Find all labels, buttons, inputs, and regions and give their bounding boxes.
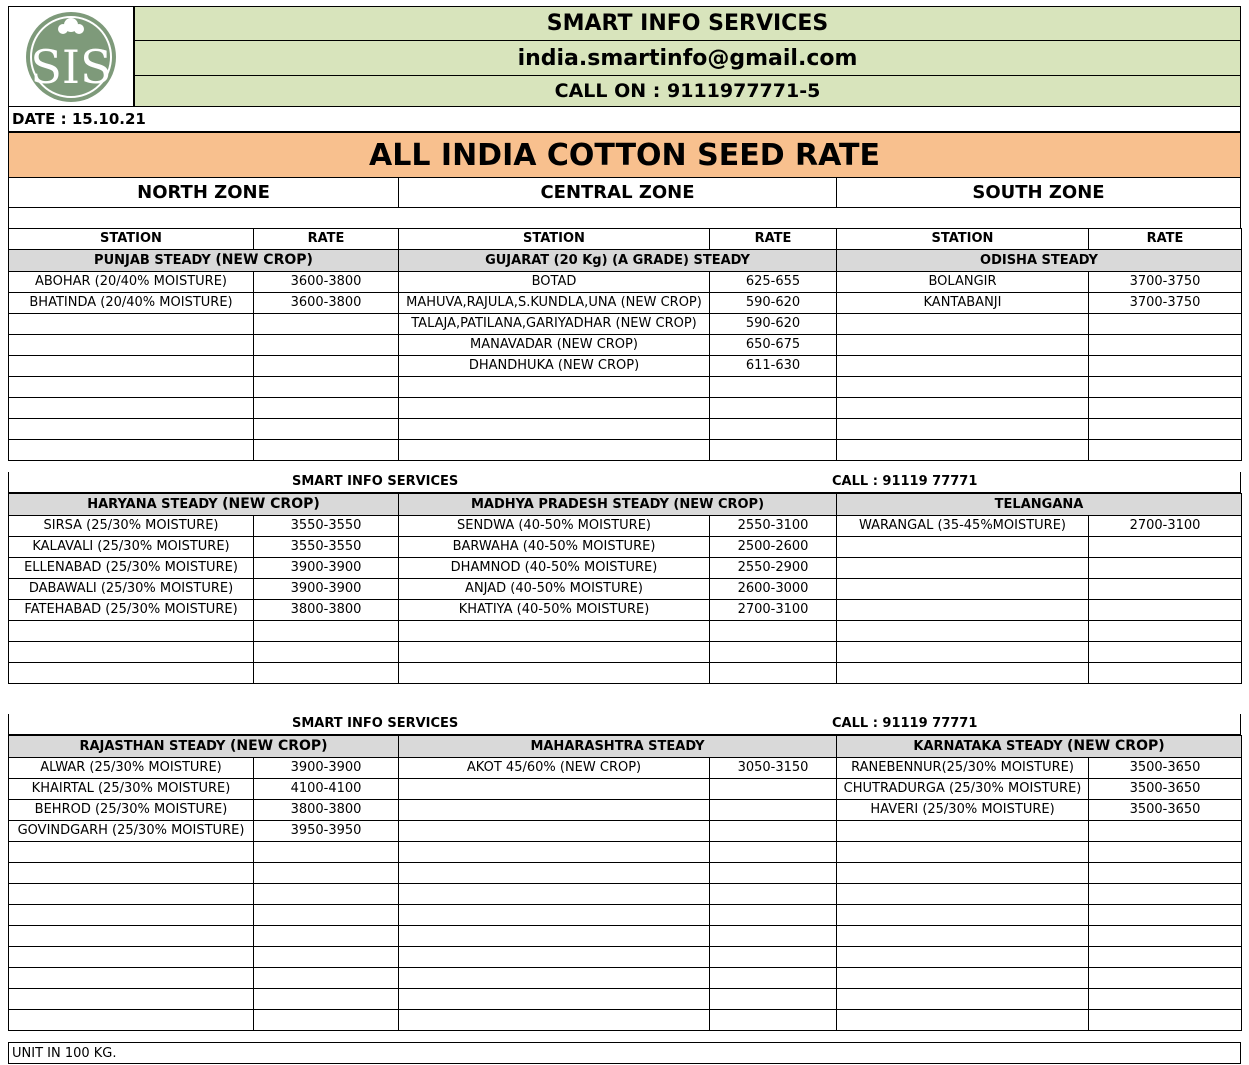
- station-cell: SIRSA (25/30% MOISTURE): [9, 516, 254, 537]
- rate-cell: 590-620: [710, 293, 837, 314]
- station-cell: [399, 821, 710, 842]
- company-email: india.smartinfo@gmail.com: [134, 40, 1241, 76]
- station-cell: [9, 642, 254, 663]
- station-cell: [837, 600, 1089, 621]
- rate-table-block-1: [8, 228, 1242, 461]
- rate-cell: [254, 863, 399, 884]
- table-row: [9, 884, 1242, 905]
- station-cell: [837, 419, 1089, 440]
- station-cell: [9, 863, 254, 884]
- state-header-row: [9, 494, 1242, 516]
- rate-cell: 3550-3550: [254, 537, 399, 558]
- rate-column-header: RATE: [1089, 229, 1242, 250]
- separator-call: CALL : 91119 77771: [832, 474, 978, 489]
- rate-cell: [1089, 905, 1242, 926]
- rate-cell: 2700-3100: [710, 600, 837, 621]
- rate-cell: [1089, 621, 1242, 642]
- table-row: [9, 642, 1242, 663]
- state-title: [399, 494, 837, 516]
- zone-central: CENTRAL ZONE: [398, 178, 837, 208]
- rate-cell: [254, 621, 399, 642]
- rate-cell: [254, 398, 399, 419]
- rate-cell: [1089, 356, 1242, 377]
- zone-south: SOUTH ZONE: [836, 178, 1241, 208]
- station-cell: [399, 863, 710, 884]
- station-cell: [837, 621, 1089, 642]
- rate-cell: [1089, 377, 1242, 398]
- station-cell: [399, 440, 710, 461]
- rate-cell: 611-630: [710, 356, 837, 377]
- station-cell: [399, 989, 710, 1010]
- station-cell: [837, 377, 1089, 398]
- rate-cell: [710, 989, 837, 1010]
- column-header-row: [9, 229, 1242, 250]
- rate-cell: [1089, 335, 1242, 356]
- station-cell: [837, 356, 1089, 377]
- station-cell: [837, 537, 1089, 558]
- station-cell: [399, 905, 710, 926]
- table-row: [9, 621, 1242, 642]
- rate-cell: 590-620: [710, 314, 837, 335]
- rate-cell: 3500-3650: [1089, 800, 1242, 821]
- station-cell: [9, 905, 254, 926]
- table-row: [9, 558, 1242, 579]
- rate-cell: [710, 800, 837, 821]
- station-cell: [837, 905, 1089, 926]
- rate-cell: [1089, 419, 1242, 440]
- rate-cell: 3900-3900: [254, 758, 399, 779]
- station-cell: MAHUVA,RAJULA,S.KUNDLA,UNA (NEW CROP): [399, 293, 710, 314]
- company-name: SMART INFO SERVICES: [134, 6, 1241, 41]
- table-row: [9, 272, 1242, 293]
- company-phone: CALL ON : 9111977771-5: [134, 75, 1241, 107]
- station-cell: GOVINDGARH (25/30% MOISTURE): [9, 821, 254, 842]
- table-row: [9, 926, 1242, 947]
- table-row: [9, 516, 1242, 537]
- rate-cell: 3800-3800: [254, 600, 399, 621]
- state-title: [9, 250, 399, 272]
- table-row: [9, 663, 1242, 684]
- state-name: MADHYA PRADESH STEADY (NEW CROP): [470, 496, 765, 512]
- station-cell: [837, 1010, 1089, 1031]
- station-cell: DABAWALI (25/30% MOISTURE): [9, 579, 254, 600]
- station-cell: [9, 356, 254, 377]
- station-cell: [9, 947, 254, 968]
- station-cell: KHATIYA (40-50% MOISTURE): [399, 600, 710, 621]
- rate-cell: [710, 926, 837, 947]
- station-cell: [837, 558, 1089, 579]
- station-cell: [9, 621, 254, 642]
- rate-cell: [1089, 558, 1242, 579]
- state-crop-note: (NEW CROP): [229, 738, 328, 754]
- rate-cell: [254, 989, 399, 1010]
- state-name: TELANGANA: [994, 496, 1084, 512]
- separator-row: [8, 714, 1241, 735]
- station-cell: [399, 842, 710, 863]
- rate-cell: 4100-4100: [254, 779, 399, 800]
- rate-cell: 2550-3100: [710, 516, 837, 537]
- state-name: HARYANA STEADY: [87, 497, 218, 512]
- rate-cell: 3550-3550: [254, 516, 399, 537]
- station-cell: KALAVALI (25/30% MOISTURE): [9, 537, 254, 558]
- rate-cell: 3800-3800: [254, 800, 399, 821]
- station-cell: [399, 377, 710, 398]
- station-cell: [9, 314, 254, 335]
- rate-cell: [710, 821, 837, 842]
- table-row: [9, 1010, 1242, 1031]
- rate-cell: [254, 663, 399, 684]
- rate-cell: [1089, 989, 1242, 1010]
- station-cell: HAVERI (25/30% MOISTURE): [837, 800, 1089, 821]
- station-column-header: STATION: [837, 229, 1089, 250]
- station-cell: [399, 947, 710, 968]
- logo-letters: SIS: [30, 40, 112, 94]
- table-row: [9, 356, 1242, 377]
- rate-cell: 2700-3100: [1089, 516, 1242, 537]
- station-cell: BARWAHA (40-50% MOISTURE): [399, 537, 710, 558]
- station-cell: TALAJA,PATILANA,GARIYADHAR (NEW CROP): [399, 314, 710, 335]
- rate-cell: [254, 335, 399, 356]
- station-cell: [837, 968, 1089, 989]
- rate-cell: [254, 926, 399, 947]
- station-cell: [9, 1010, 254, 1031]
- rate-cell: [1089, 440, 1242, 461]
- rate-cell: [254, 440, 399, 461]
- company-logo: [8, 6, 134, 107]
- table-row: [9, 842, 1242, 863]
- station-cell: [9, 968, 254, 989]
- rate-cell: [710, 419, 837, 440]
- station-cell: [9, 926, 254, 947]
- rate-cell: [1089, 863, 1242, 884]
- station-cell: [837, 642, 1089, 663]
- table-row: [9, 863, 1242, 884]
- rate-cell: [710, 947, 837, 968]
- station-cell: FATEHABAD (25/30% MOISTURE): [9, 600, 254, 621]
- table-row: [9, 335, 1242, 356]
- station-cell: [837, 821, 1089, 842]
- rate-cell: [1089, 314, 1242, 335]
- rate-cell: 2550-2900: [710, 558, 837, 579]
- rate-cell: [254, 356, 399, 377]
- station-cell: [9, 884, 254, 905]
- rate-cell: [1089, 947, 1242, 968]
- state-title: [837, 250, 1242, 272]
- station-cell: RANEBENNUR(25/30% MOISTURE): [837, 758, 1089, 779]
- rate-cell: [1089, 398, 1242, 419]
- table-row: [9, 947, 1242, 968]
- station-cell: KANTABANJI: [837, 293, 1089, 314]
- station-column-header: STATION: [9, 229, 254, 250]
- rate-cell: 3700-3750: [1089, 272, 1242, 293]
- table-row: [9, 377, 1242, 398]
- state-crop-note: (NEW CROP): [215, 252, 313, 268]
- rate-cell: 3950-3950: [254, 821, 399, 842]
- rate-cell: [710, 968, 837, 989]
- rate-cell: [710, 842, 837, 863]
- station-cell: [9, 663, 254, 684]
- station-cell: BHATINDA (20/40% MOISTURE): [9, 293, 254, 314]
- rate-cell: [254, 947, 399, 968]
- rate-cell: [1089, 842, 1242, 863]
- rate-cell: 3500-3650: [1089, 779, 1242, 800]
- state-name: GUJARAT (20 Kg) (A GRADE) STEADY: [485, 252, 750, 268]
- table-row: [9, 905, 1242, 926]
- page-title: ALL INDIA COTTON SEED RATE: [8, 132, 1241, 178]
- rate-column-header: RATE: [254, 229, 399, 250]
- station-cell: [399, 663, 710, 684]
- rate-cell: [710, 884, 837, 905]
- state-header-row: [9, 736, 1242, 758]
- rate-cell: [1089, 884, 1242, 905]
- station-cell: AKOT 45/60% (NEW CROP): [399, 758, 710, 779]
- state-title: [837, 494, 1242, 516]
- rate-cell: 2600-3000: [710, 579, 837, 600]
- station-cell: [9, 419, 254, 440]
- state-crop-note: (NEW CROP): [222, 496, 320, 512]
- rate-cell: 3700-3750: [1089, 293, 1242, 314]
- table-row: [9, 600, 1242, 621]
- table-row: [9, 314, 1242, 335]
- station-cell: ANJAD (40-50% MOISTURE): [399, 579, 710, 600]
- station-cell: [399, 968, 710, 989]
- rate-cell: [254, 314, 399, 335]
- table-row: [9, 537, 1242, 558]
- rate-cell: [1089, 926, 1242, 947]
- state-title: [9, 494, 399, 516]
- state-name: ODISHA STEADY: [980, 252, 1098, 268]
- rate-cell: [254, 1010, 399, 1031]
- station-cell: [837, 440, 1089, 461]
- rate-cell: 3900-3900: [254, 579, 399, 600]
- rate-cell: [254, 842, 399, 863]
- rate-cell: 3900-3900: [254, 558, 399, 579]
- state-name: RAJASTHAN STEADY: [79, 739, 226, 754]
- station-cell: [837, 335, 1089, 356]
- station-cell: [399, 642, 710, 663]
- table-row: [9, 579, 1242, 600]
- rate-cell: 3500-3650: [1089, 758, 1242, 779]
- rate-cell: [254, 419, 399, 440]
- station-cell: [837, 884, 1089, 905]
- table-row: [9, 419, 1242, 440]
- separator-row: [8, 472, 1241, 493]
- rate-cell: [1089, 600, 1242, 621]
- rate-cell: [710, 642, 837, 663]
- station-cell: KHAIRTAL (25/30% MOISTURE): [9, 779, 254, 800]
- unit-note: UNIT IN 100 KG.: [8, 1042, 1241, 1064]
- station-cell: BOLANGIR: [837, 272, 1089, 293]
- station-cell: [9, 989, 254, 1010]
- station-cell: [399, 884, 710, 905]
- rate-cell: [1089, 821, 1242, 842]
- rate-cell: [254, 968, 399, 989]
- station-cell: [399, 800, 710, 821]
- table-row: [9, 293, 1242, 314]
- station-cell: [9, 842, 254, 863]
- station-cell: ALWAR (25/30% MOISTURE): [9, 758, 254, 779]
- state-title: [837, 736, 1242, 758]
- rate-cell: 3050-3150: [710, 758, 837, 779]
- rate-cell: [710, 863, 837, 884]
- state-title: [399, 736, 837, 758]
- station-cell: [9, 440, 254, 461]
- rate-cell: [710, 779, 837, 800]
- state-name: PUNJAB STEADY: [94, 253, 211, 268]
- station-cell: ABOHAR (20/40% MOISTURE): [9, 272, 254, 293]
- state-name: KARNATAKA STEADY: [913, 739, 1063, 754]
- rate-cell: [710, 663, 837, 684]
- separator-company: SMART INFO SERVICES: [292, 474, 459, 489]
- rate-cell: [710, 398, 837, 419]
- station-cell: BEHROD (25/30% MOISTURE): [9, 800, 254, 821]
- table-row: [9, 989, 1242, 1010]
- rate-cell: [710, 905, 837, 926]
- separator-company: SMART INFO SERVICES: [292, 716, 459, 731]
- station-cell: [399, 779, 710, 800]
- station-cell: [837, 663, 1089, 684]
- station-cell: DHANDHUKA (NEW CROP): [399, 356, 710, 377]
- logo-emblem: [9, 7, 133, 106]
- rate-cell: 625-655: [710, 272, 837, 293]
- state-title: [399, 250, 837, 272]
- station-cell: [837, 314, 1089, 335]
- rate-cell: [1089, 537, 1242, 558]
- rate-cell: [1089, 579, 1242, 600]
- station-cell: MANAVADAR (NEW CROP): [399, 335, 710, 356]
- table-row: [9, 779, 1242, 800]
- rate-cell: [254, 905, 399, 926]
- table-row: [9, 758, 1242, 779]
- rate-cell: [254, 884, 399, 905]
- rate-cell: [710, 377, 837, 398]
- rate-cell: [1089, 968, 1242, 989]
- rate-cell: [254, 642, 399, 663]
- station-cell: [837, 863, 1089, 884]
- rate-cell: 650-675: [710, 335, 837, 356]
- station-cell: [9, 335, 254, 356]
- station-cell: WARANGAL (35-45%MOISTURE): [837, 516, 1089, 537]
- rate-cell: [710, 1010, 837, 1031]
- state-crop-note: (NEW CROP): [1067, 738, 1165, 754]
- report-date: DATE : 15.10.21: [8, 107, 1241, 132]
- station-cell: [399, 419, 710, 440]
- table-row: [9, 440, 1242, 461]
- rate-table-block-2: [8, 493, 1242, 684]
- station-cell: [9, 398, 254, 419]
- station-cell: SENDWA (40-50% MOISTURE): [399, 516, 710, 537]
- station-cell: [837, 989, 1089, 1010]
- station-cell: ELLENABAD (25/30% MOISTURE): [9, 558, 254, 579]
- station-cell: [399, 621, 710, 642]
- table-row: [9, 968, 1242, 989]
- station-cell: [399, 926, 710, 947]
- station-cell: [837, 842, 1089, 863]
- station-cell: [399, 1010, 710, 1031]
- station-cell: [837, 926, 1089, 947]
- rate-table-block-3: [8, 735, 1242, 1031]
- rate-cell: [710, 621, 837, 642]
- rate-cell: [1089, 663, 1242, 684]
- state-header-row: [9, 250, 1242, 272]
- rate-cell: [1089, 1010, 1242, 1031]
- table-row: [9, 800, 1242, 821]
- station-column-header: STATION: [399, 229, 710, 250]
- rate-cell: [710, 440, 837, 461]
- station-cell: DHAMNOD (40-50% MOISTURE): [399, 558, 710, 579]
- spacer-row: [8, 207, 1241, 229]
- zone-north: NORTH ZONE: [8, 178, 399, 208]
- rate-cell: [1089, 642, 1242, 663]
- rate-cell: 3600-3800: [254, 293, 399, 314]
- station-cell: [837, 398, 1089, 419]
- station-cell: [837, 947, 1089, 968]
- separator-call: CALL : 91119 77771: [832, 716, 978, 731]
- station-cell: [9, 377, 254, 398]
- rate-column-header: RATE: [710, 229, 837, 250]
- rate-cell: [254, 377, 399, 398]
- station-cell: [837, 579, 1089, 600]
- table-row: [9, 398, 1242, 419]
- station-cell: CHUTRADURGA (25/30% MOISTURE): [837, 779, 1089, 800]
- station-cell: [399, 398, 710, 419]
- state-name: MAHARASHTRA STEADY: [530, 738, 705, 754]
- table-row: [9, 821, 1242, 842]
- state-title: [9, 736, 399, 758]
- rate-cell: 3600-3800: [254, 272, 399, 293]
- station-cell: BOTAD: [399, 272, 710, 293]
- rate-cell: 2500-2600: [710, 537, 837, 558]
